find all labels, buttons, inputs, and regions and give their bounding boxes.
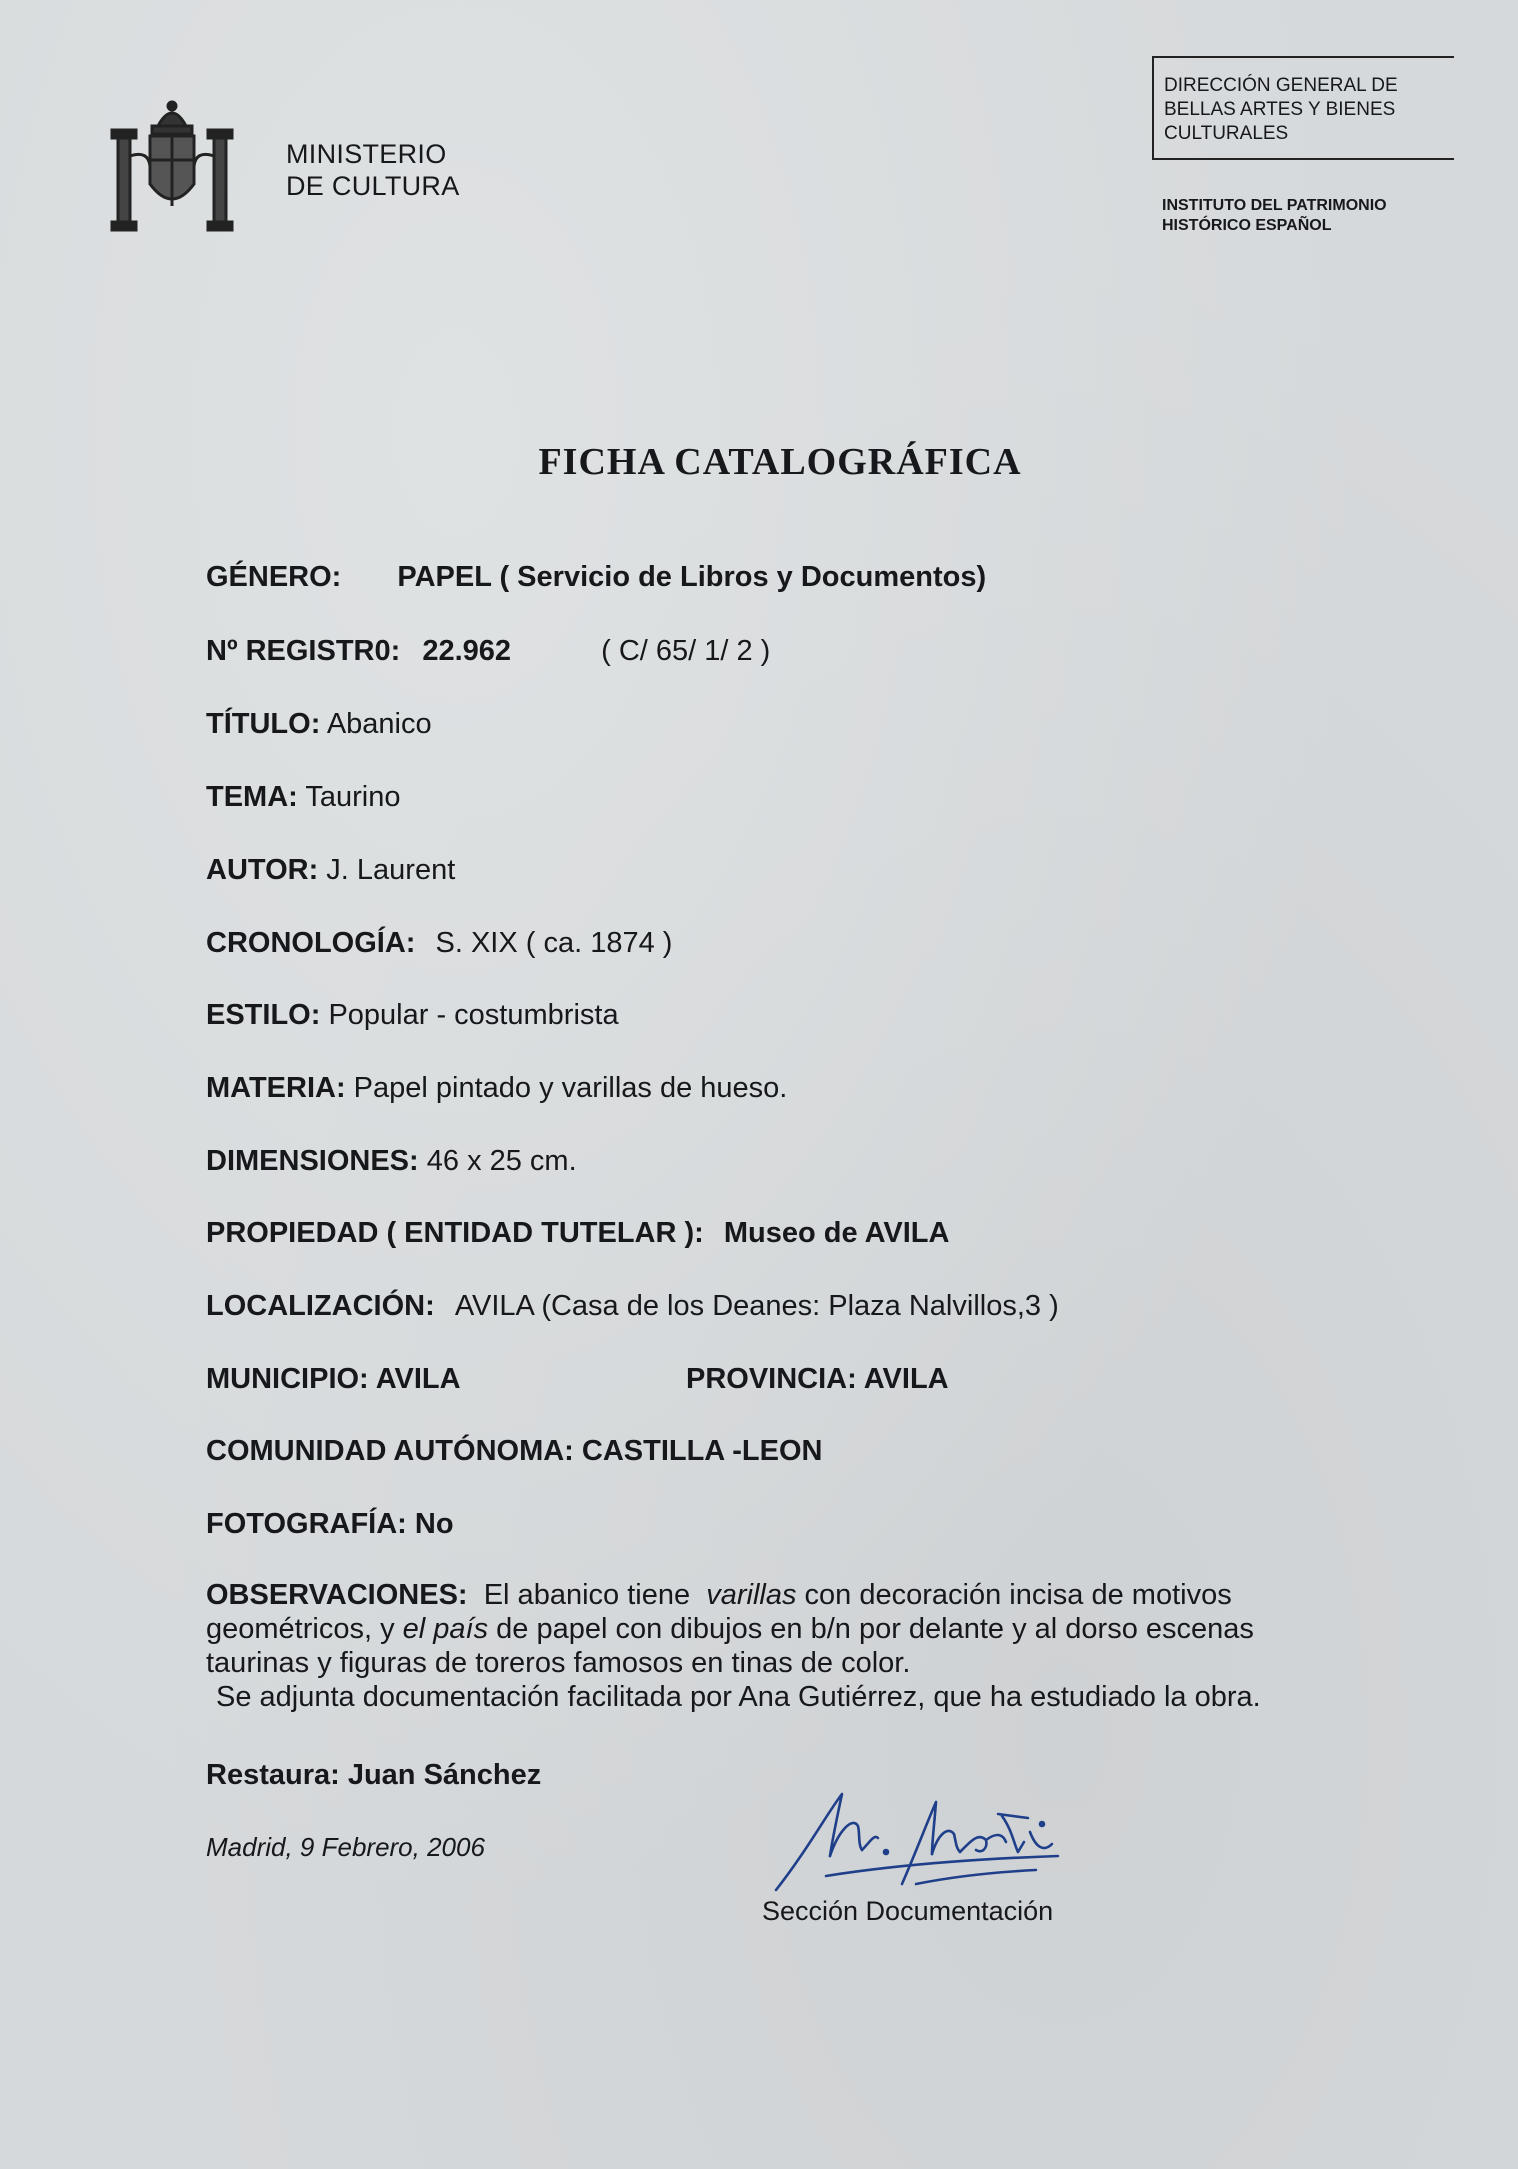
observaciones-line-3: taurinas y figuras de toreros famosos en tinas de color. [206,1647,911,1679]
field-dimensiones [206,1144,577,1178]
materia-label: MATERIA: [206,1072,346,1104]
institute-line-2: HISTÓRICO ESPAÑOL [1162,217,1332,234]
observaciones-emphasis: varillas [706,1579,797,1611]
registro-label: Nº REGISTR0: [206,635,401,667]
field-titulo [206,707,432,741]
cronologia-value: S. XIX ( ca. 1874 ) [435,927,673,959]
dg-line-1: DIRECCIÓN GENERAL DE [1164,75,1398,96]
field-fotografia: FOTOGRAFÍA: No [206,1508,454,1540]
document-title: FICHA CATALOGRÁFICA [538,441,1022,483]
propiedad-label: PROPIEDAD ( ENTIDAD TUTELAR ): [206,1217,704,1249]
estilo-label: ESTILO: [206,999,321,1031]
field-tema [206,780,401,814]
document-date: Madrid, 9 Febrero, 2006 [206,1832,485,1862]
observaciones-label: OBSERVACIONES: [206,1579,468,1611]
localizacion-value: AVILA (Casa de los Deanes: Plaza Nalvillos,3 ) [454,1290,1059,1322]
dg-line-2: BELLAS ARTES Y BIENES [1164,99,1396,120]
cronologia-label: CRONOLOGÍA: [206,927,416,959]
observaciones-text: con decoración incisa de motivos [804,1579,1232,1611]
observaciones-text: El abanico tiene [483,1579,691,1611]
titulo-label: TÍTULO: [206,708,321,740]
field-registro [206,634,770,668]
ministry-line-1: MINISTERIO [286,139,447,169]
field-provincia: PROVINCIA: AVILA [686,1363,949,1395]
titulo-value: Abanico [326,708,432,740]
autor-label: AUTOR: [206,854,319,886]
registro-value: 22.962 [422,635,512,667]
dimensiones-value: 46 x 25 cm. [426,1145,577,1177]
ministry-line-2: DE CULTURA [286,171,460,201]
field-estilo [206,998,619,1032]
spanish-coat-of-arms-icon [108,96,236,236]
observaciones-emphasis: el país [402,1613,489,1645]
materia-value: Papel pintado y varillas de hueso. [353,1072,788,1104]
field-comunidad: COMUNIDAD AUTÓNOMA: CASTILLA -LEON [206,1435,823,1467]
dimensiones-label: DIMENSIONES: [206,1145,419,1177]
genero-label: GÉNERO: [206,561,342,593]
observaciones-line-4: Se adjunta documentación facilitada por Ana Gutiérrez, que ha estudiado la obra. [216,1681,1261,1713]
field-municipio: MUNICIPIO: AVILA [206,1363,461,1395]
institute-line-1: INSTITUTO DEL PATRIMONIO [1162,197,1387,214]
observaciones-text: geométricos, y [206,1613,395,1645]
observaciones-line-1 [206,1578,1386,1612]
estilo-value: Popular - costumbrista [328,999,619,1031]
field-autor [206,853,455,887]
ministry-name [286,138,460,202]
restaura: Restaura: Juan Sánchez [206,1759,542,1791]
registro-code: ( C/ 65/ 1/ 2 ) [601,635,771,667]
directorate-box [1152,56,1454,160]
genero-value: PAPEL ( Servicio de Libros y Documentos) [397,561,987,593]
dg-line-3: CULTURALES [1164,123,1289,144]
tema-value: Taurino [305,781,401,813]
observaciones-text: de papel con dibujos en b/n por delante y al dorso escenas [496,1613,1254,1645]
observaciones-line-2 [206,1612,1386,1646]
field-localizacion [206,1289,1059,1323]
signature [766,1772,1106,1896]
field-genero [206,560,986,594]
section-documentacion: Sección Documentación [762,1896,1054,1926]
autor-value: J. Laurent [326,854,456,886]
localizacion-label: LOCALIZACIÓN: [206,1290,435,1322]
tema-label: TEMA: [206,781,298,813]
field-materia [206,1071,787,1105]
field-cronologia [206,926,672,960]
propiedad-value: Museo de AVILA [723,1217,950,1249]
institute-name [1162,196,1387,236]
observaciones-block [206,1578,1386,1714]
field-propiedad [206,1216,949,1250]
